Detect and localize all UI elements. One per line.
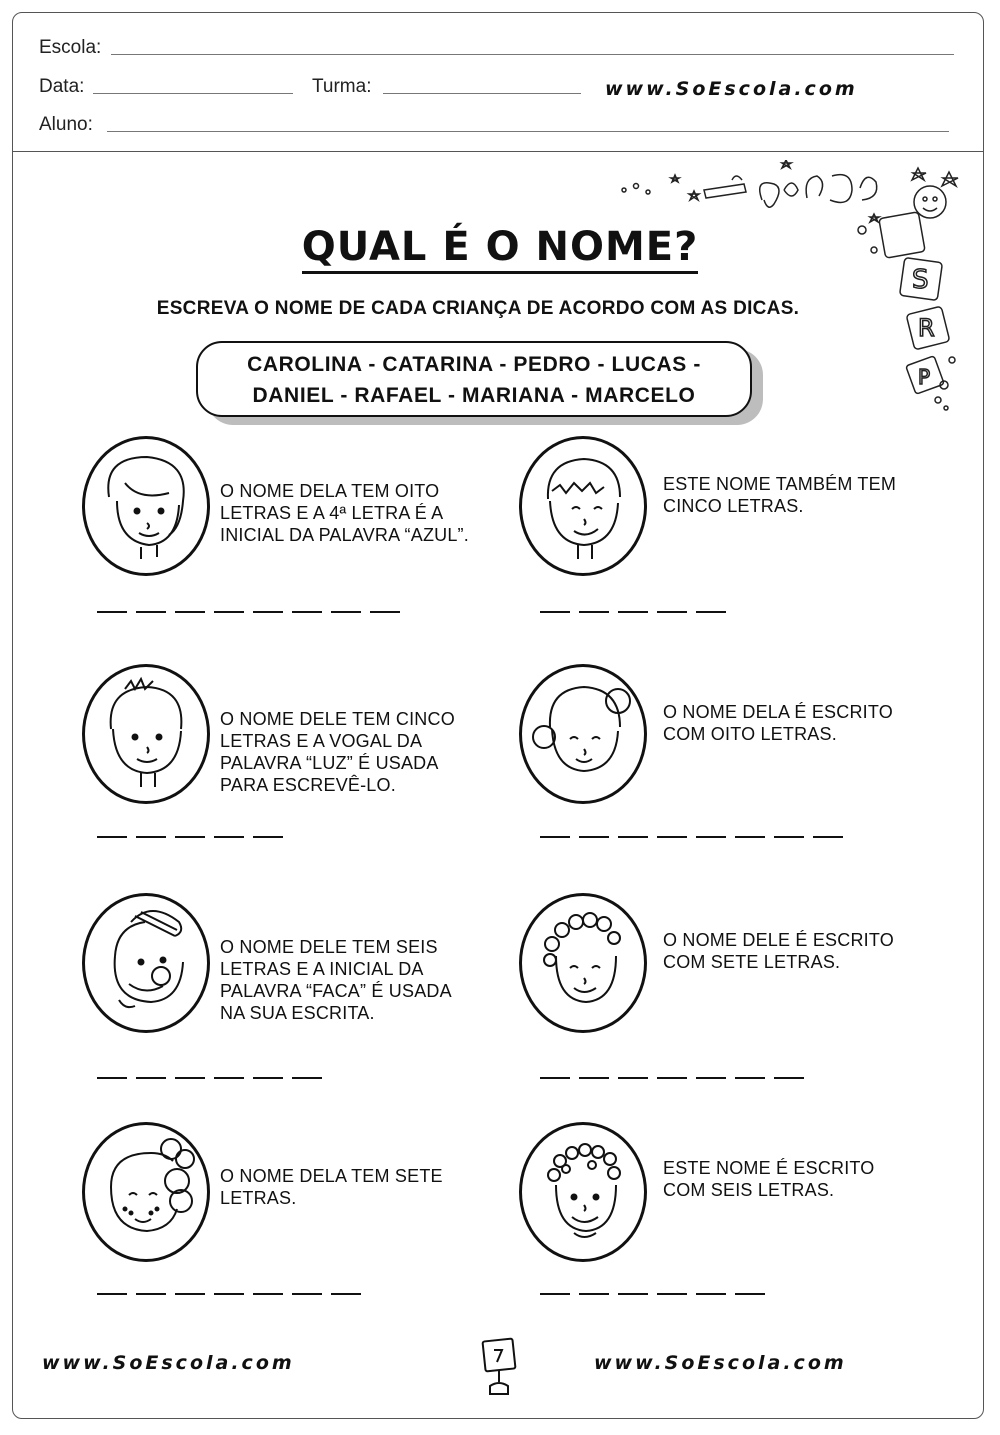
letter-blank[interactable]	[97, 836, 127, 838]
child-portrait-6	[519, 893, 647, 1033]
letter-blank[interactable]	[175, 1077, 205, 1079]
letter-blank[interactable]	[253, 1077, 283, 1079]
letter-blank[interactable]	[292, 1293, 322, 1295]
letter-blank[interactable]	[292, 611, 322, 613]
letter-blank[interactable]	[579, 611, 609, 613]
clue-1	[220, 480, 469, 546]
svg-text:R: R	[918, 314, 935, 342]
letter-blank[interactable]	[618, 1293, 648, 1295]
student-field[interactable]	[107, 131, 949, 132]
clue-5	[220, 936, 452, 1024]
letter-blank[interactable]	[253, 611, 283, 613]
answer-blanks-6[interactable]	[540, 1077, 804, 1079]
clue-4-line-2: COM OITO LETRAS.	[663, 724, 837, 744]
page-title	[0, 224, 1000, 270]
clue-1-line-2: LETRAS E A 4ª LETRA É A	[220, 503, 444, 523]
boy-face-icon	[522, 439, 644, 573]
letter-blank[interactable]	[735, 836, 765, 838]
letter-blank[interactable]	[696, 1077, 726, 1079]
boy-quiff-face-icon	[85, 896, 207, 1030]
letter-blank[interactable]	[136, 1293, 166, 1295]
date-field[interactable]	[93, 93, 293, 94]
date-label: Data:	[39, 76, 85, 97]
clue-5-line-1: O NOME DELE TEM SEIS	[220, 937, 438, 957]
letter-blank[interactable]	[618, 611, 648, 613]
letter-blank[interactable]	[331, 611, 361, 613]
clue-6-line-1: O NOME DELE É ESCRITO	[663, 930, 894, 950]
clue-3-line-4: PARA ESCREVÊ-LO.	[220, 775, 396, 795]
girl-face-icon	[85, 439, 207, 573]
letter-blank[interactable]	[540, 611, 570, 613]
letter-blank[interactable]	[175, 1293, 205, 1295]
instruction-text: ESCREVA O NOME DE CADA CRIANÇA DE ACORDO COM AS DICAS.	[156, 298, 800, 319]
letter-blank[interactable]	[540, 836, 570, 838]
letter-blank[interactable]	[136, 611, 166, 613]
answer-blanks-7[interactable]	[97, 1293, 361, 1295]
clue-8	[663, 1157, 875, 1201]
clue-7-line-2: LETRAS.	[220, 1188, 297, 1208]
clue-3-line-1: O NOME DELE TEM CINCO	[220, 709, 455, 729]
spiral-curls-boy-face-icon	[522, 1125, 644, 1259]
letter-blank[interactable]	[292, 1077, 322, 1079]
name-bank-line-2: DANIEL - RAFAEL - MARIANA - MARCELO	[252, 384, 696, 407]
clue-4-line-1: O NOME DELA É ESCRITO	[663, 702, 893, 722]
letter-blank[interactable]	[657, 836, 687, 838]
letter-blank[interactable]	[774, 836, 804, 838]
letter-blank[interactable]	[696, 836, 726, 838]
letter-blank[interactable]	[97, 611, 127, 613]
child-portrait-2	[519, 436, 647, 576]
letter-blank[interactable]	[618, 836, 648, 838]
footer-site-url-right: www.SoEscola.com	[594, 1352, 847, 1374]
letter-blank[interactable]	[579, 836, 609, 838]
clue-6	[663, 929, 894, 973]
class-field[interactable]	[383, 93, 581, 94]
child-portrait-1	[82, 436, 210, 576]
letter-blank[interactable]	[175, 836, 205, 838]
school-field[interactable]	[111, 54, 954, 55]
letter-blank[interactable]	[579, 1293, 609, 1295]
clue-1-line-3: INICIAL DA PALAVRA “AZUL”.	[220, 525, 469, 545]
letter-blank[interactable]	[136, 1077, 166, 1079]
clue-5-line-4: NA SUA ESCRITA.	[220, 1003, 375, 1023]
letter-blank[interactable]	[696, 611, 726, 613]
letter-blank[interactable]	[579, 1077, 609, 1079]
answer-blanks-2[interactable]	[540, 611, 726, 613]
letter-blank[interactable]	[618, 1077, 648, 1079]
footer-site-url-left: www.SoEscola.com	[42, 1352, 295, 1374]
class-label: Turma:	[312, 76, 372, 97]
girl-pigtails-face-icon	[522, 667, 644, 801]
name-bank-line-1: CAROLINA - CATARINA - PEDRO - LUCAS -	[247, 353, 701, 376]
title-text: QUAL É O NOME?	[302, 224, 699, 274]
letter-blank[interactable]	[540, 1077, 570, 1079]
clue-2-line-2: CINCO LETRAS.	[663, 496, 804, 516]
clue-3-line-2: LETRAS E A VOGAL DA	[220, 731, 423, 751]
clue-7	[220, 1165, 443, 1209]
svg-text:S: S	[912, 265, 929, 295]
child-portrait-7	[82, 1122, 210, 1262]
clue-8-line-1: ESTE NOME É ESCRITO	[663, 1158, 875, 1178]
clue-2-line-1: ESTE NOME TAMBÉM TEM	[663, 474, 897, 494]
clue-5-line-3: PALAVRA “FACA” É USADA	[220, 981, 452, 1001]
clue-1-line-1: O NOME DELA TEM OITO	[220, 481, 440, 501]
letter-blank[interactable]	[97, 1077, 127, 1079]
letter-blank[interactable]	[214, 1293, 244, 1295]
curly-hair-boy-face-icon	[522, 896, 644, 1030]
child-portrait-8	[519, 1122, 647, 1262]
clue-5-line-2: LETRAS E A INICIAL DA	[220, 959, 424, 979]
clue-6-line-2: COM SETE LETRAS.	[663, 952, 841, 972]
answer-blanks-4[interactable]	[540, 836, 843, 838]
letter-blank[interactable]	[370, 611, 400, 613]
answer-blanks-5[interactable]	[97, 1077, 322, 1079]
child-portrait-3	[82, 664, 210, 804]
clue-7-line-1: O NOME DELA TEM SETE	[220, 1166, 443, 1186]
school-label: Escola:	[39, 37, 102, 58]
answer-blanks-1[interactable]	[97, 611, 400, 613]
clue-3-line-3: PALAVRA “LUZ” É USADA	[220, 753, 439, 773]
child-portrait-4	[519, 664, 647, 804]
letter-blank[interactable]	[214, 836, 244, 838]
letter-blank[interactable]	[813, 836, 843, 838]
girl-puff-hair-face-icon	[85, 1125, 207, 1259]
letter-blank[interactable]	[696, 1293, 726, 1295]
letter-blank[interactable]	[735, 1293, 765, 1295]
answer-blanks-8[interactable]	[540, 1293, 765, 1295]
svg-text:P: P	[918, 365, 931, 389]
boy-face-icon	[85, 667, 207, 801]
letter-blank[interactable]	[331, 1293, 361, 1295]
clue-2	[663, 473, 896, 517]
name-bank-box	[196, 341, 752, 417]
letter-blank[interactable]	[774, 1077, 804, 1079]
clue-4	[663, 701, 893, 745]
header-site-url: www.SoEscola.com	[605, 78, 858, 100]
child-portrait-5	[82, 893, 210, 1033]
letter-blank[interactable]	[253, 1293, 283, 1295]
letter-blank[interactable]	[214, 611, 244, 613]
clue-8-line-2: COM SEIS LETRAS.	[663, 1180, 835, 1200]
sign-badge-icon	[478, 1336, 522, 1398]
answer-blanks-3[interactable]	[97, 836, 283, 838]
letter-blank[interactable]	[175, 611, 205, 613]
letter-blank[interactable]	[136, 836, 166, 838]
letter-blank[interactable]	[657, 611, 687, 613]
letter-blank[interactable]	[97, 1293, 127, 1295]
letter-blank[interactable]	[540, 1293, 570, 1295]
letter-blank[interactable]	[735, 1077, 765, 1079]
letter-blank[interactable]	[657, 1077, 687, 1079]
clue-3	[220, 708, 455, 796]
letter-blank[interactable]	[214, 1077, 244, 1079]
header-form	[13, 13, 983, 152]
student-label: Aluno:	[39, 114, 93, 135]
letter-blank[interactable]	[253, 836, 283, 838]
letter-blank[interactable]	[657, 1293, 687, 1295]
